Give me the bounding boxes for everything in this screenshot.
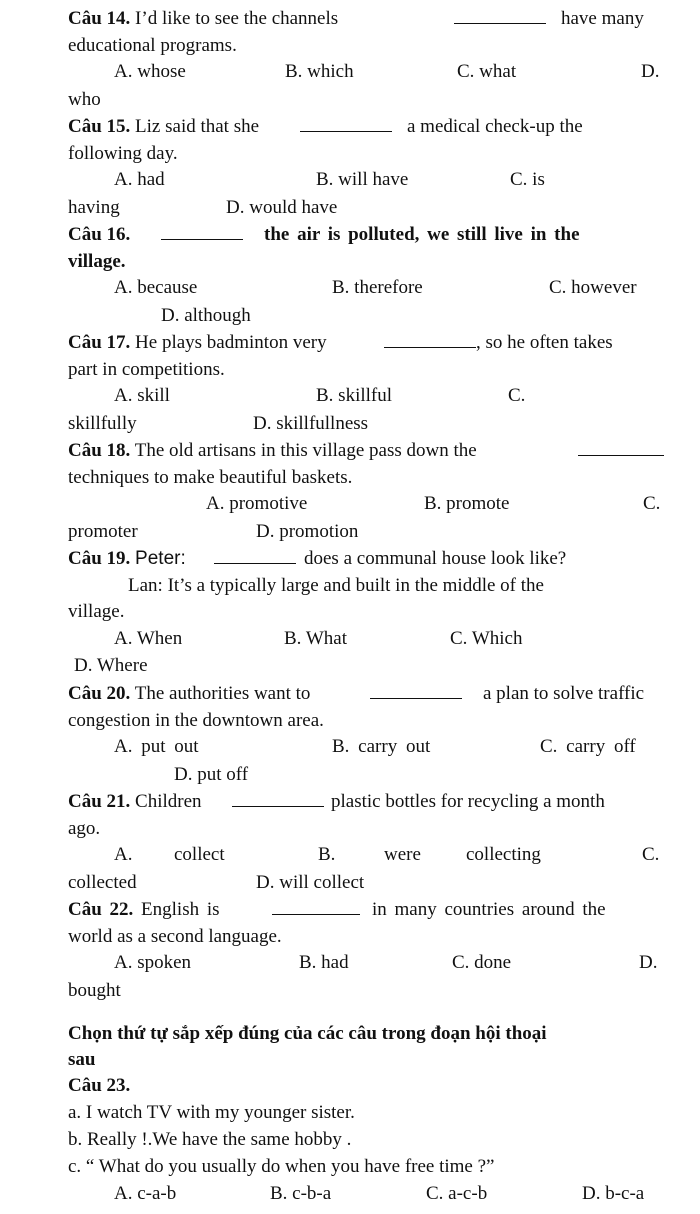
q15-stem xyxy=(68,113,662,140)
q19-option-b: B. What xyxy=(284,628,347,649)
q16-option-a: A. because xyxy=(114,277,198,298)
q17-option-d: D. skillfullness xyxy=(253,413,369,434)
q18-option-b: B. promote xyxy=(424,493,510,514)
q21-text-pre: Children xyxy=(135,791,202,812)
q15-stem-cont: following day. xyxy=(68,143,178,164)
q15-blank xyxy=(300,113,392,132)
q22-option-d: D. xyxy=(639,952,658,973)
q16-blank xyxy=(161,221,243,240)
q19-stem xyxy=(68,545,662,572)
q14-option-d: D. xyxy=(641,61,660,82)
q21-text-post: plastic bottles for recycling a month xyxy=(331,791,605,812)
q15-text-pre: Liz said that she xyxy=(135,116,260,137)
q14-option-a: A. whose xyxy=(114,61,186,82)
q23-line-c: c. “ What do you usually do when you have free time ?” xyxy=(68,1156,495,1177)
q14-blank xyxy=(454,5,546,24)
q19-option-a: A. When xyxy=(114,628,183,649)
q14-text-pre: I’d like to see the channels xyxy=(135,8,339,29)
q22-option-b: B. had xyxy=(299,952,349,973)
section-title-line1: Chọn thứ tự sắp xếp đúng của các câu trong đoạn hội thoại xyxy=(68,1023,547,1044)
q19-text-post: does a communal house look like? xyxy=(304,548,567,569)
q21-options xyxy=(0,841,700,868)
q18-number: Câu 18. xyxy=(68,440,131,461)
q21-option-c: C. xyxy=(642,844,660,865)
q17-option-c-cont: skillfully xyxy=(68,413,137,434)
q20-option-b: B. carry out xyxy=(332,736,431,757)
q21-option-b-word1: were xyxy=(384,844,421,865)
q23-options xyxy=(0,1180,700,1207)
q23-option-b: B. c-b-a xyxy=(270,1183,332,1204)
q17-text-pre: He plays badminton very xyxy=(135,332,327,353)
q21-option-d: D. will collect xyxy=(256,872,365,893)
q22-number: Câu 22. xyxy=(68,899,134,920)
q17-option-c: C. xyxy=(508,385,526,406)
q17-text-post: , so he often takes xyxy=(476,332,613,353)
q14-stem-cont: educational programs. xyxy=(68,35,237,56)
q18-stem-cont: techniques to make beautiful baskets. xyxy=(68,467,353,488)
q16-stem xyxy=(68,221,666,248)
q16-text-post: the air is polluted, we still live in the xyxy=(264,224,580,245)
q23-option-a: A. c-a-b xyxy=(114,1183,177,1204)
q16-number: Câu 16. xyxy=(68,224,131,245)
q14-options xyxy=(0,58,700,85)
q17-options xyxy=(0,382,700,409)
q17-stem xyxy=(68,329,662,356)
q22-option-d-cont: bought xyxy=(68,980,121,1001)
q17-options-cont xyxy=(0,410,700,437)
q17-blank xyxy=(384,329,476,348)
q21-stem-cont: ago. xyxy=(68,818,101,839)
q21-options-cont xyxy=(0,869,700,896)
q16-options xyxy=(0,274,700,301)
q14-option-d-cont: who xyxy=(68,89,101,110)
q18-text-pre: The old artisans in this village pass down the xyxy=(134,440,477,461)
q18-option-a: A. promotive xyxy=(206,493,308,514)
q18-stem xyxy=(68,437,662,464)
q22-blank xyxy=(272,896,360,915)
q22-text-post: in many countries around the xyxy=(372,899,606,920)
q14-option-c: C. what xyxy=(457,61,517,82)
q17-option-a: A. skill xyxy=(114,385,170,406)
q21-stem xyxy=(68,788,662,815)
q21-blank xyxy=(232,788,324,807)
q20-option-d: D. put off xyxy=(174,764,249,785)
q22-stem xyxy=(68,896,662,923)
q15-number: Câu 15. xyxy=(68,116,131,137)
q15-option-a: A. had xyxy=(114,169,165,190)
q18-blank xyxy=(578,437,664,456)
q21-option-a-letter: A. xyxy=(114,844,133,865)
q14-option-b: B. which xyxy=(285,61,354,82)
q23-option-d: D. b-c-a xyxy=(582,1183,645,1204)
q18-options xyxy=(0,490,700,517)
q21-option-b-letter: B. xyxy=(318,844,336,865)
q23-line-a: a. I watch TV with my younger sister. xyxy=(68,1102,355,1123)
q18-options-cont xyxy=(0,518,700,545)
q19-option-c: C. Which xyxy=(450,628,523,649)
q14-number: Câu 14. xyxy=(68,8,131,29)
q23-line-b: b. Really !.We have the same hobby . xyxy=(68,1129,352,1150)
q19-option-d: D. Where xyxy=(74,655,148,676)
q15-option-b: B. will have xyxy=(316,169,409,190)
q23-number: Câu 23. xyxy=(68,1075,131,1096)
q16-option-c: C. however xyxy=(549,277,637,298)
q18-option-c: C. xyxy=(643,493,661,514)
q15-option-d: D. would have xyxy=(226,197,338,218)
q22-option-c: C. done xyxy=(452,952,512,973)
q22-options xyxy=(0,949,700,976)
q19-answer-cont: village. xyxy=(68,601,125,622)
q20-text-post: a plan to solve traffic xyxy=(483,683,645,704)
q20-stem xyxy=(68,680,662,707)
q21-option-b-word2: collecting xyxy=(466,844,541,865)
q15-options-cont xyxy=(0,194,700,221)
q20-options xyxy=(0,733,700,760)
q15-text-post: a medical check-up the xyxy=(407,116,583,137)
q22-option-a: A. spoken xyxy=(114,952,192,973)
q20-text-pre: The authorities want to xyxy=(134,683,311,704)
q14-text-post: have many xyxy=(561,8,644,29)
q23-option-c: C. a-c-b xyxy=(426,1183,488,1204)
q20-stem-cont: congestion in the downtown area. xyxy=(68,710,324,731)
q17-stem-cont: part in competitions. xyxy=(68,359,225,380)
q19-answer-line: Lan: It’s a typically large and built in the middle of the xyxy=(128,575,544,596)
q21-number: Câu 21. xyxy=(68,791,131,812)
q22-stem-cont: world as a second language. xyxy=(68,926,282,947)
q15-option-c-cont: having xyxy=(68,197,120,218)
q16-stem-cont: village. xyxy=(68,251,126,272)
q19-blank xyxy=(214,545,296,564)
q20-option-a: A. put out xyxy=(114,736,199,757)
q18-option-d: D. promotion xyxy=(256,521,359,542)
q17-number: Câu 17. xyxy=(68,332,131,353)
q20-blank xyxy=(370,680,462,699)
q22-text-pre: English is xyxy=(141,899,220,920)
q18-option-c-cont: promoter xyxy=(68,521,138,542)
q15-options xyxy=(0,166,700,193)
q16-option-d: D. although xyxy=(161,305,251,326)
q20-number: Câu 20. xyxy=(68,683,131,704)
q19-number: Câu 19. xyxy=(68,548,131,569)
q19-options xyxy=(0,625,700,652)
q21-option-c-cont: collected xyxy=(68,872,137,893)
q19-speaker-peter: Peter: xyxy=(135,548,186,569)
q14-stem xyxy=(68,5,662,32)
q21-option-a-text: collect xyxy=(174,844,225,865)
q16-option-b: B. therefore xyxy=(332,277,423,298)
q17-option-b: B. skillful xyxy=(316,385,393,406)
section-title-line2: sau xyxy=(68,1049,96,1070)
q20-option-c: C. carry off xyxy=(540,736,636,757)
q15-option-c: C. is xyxy=(510,169,545,190)
